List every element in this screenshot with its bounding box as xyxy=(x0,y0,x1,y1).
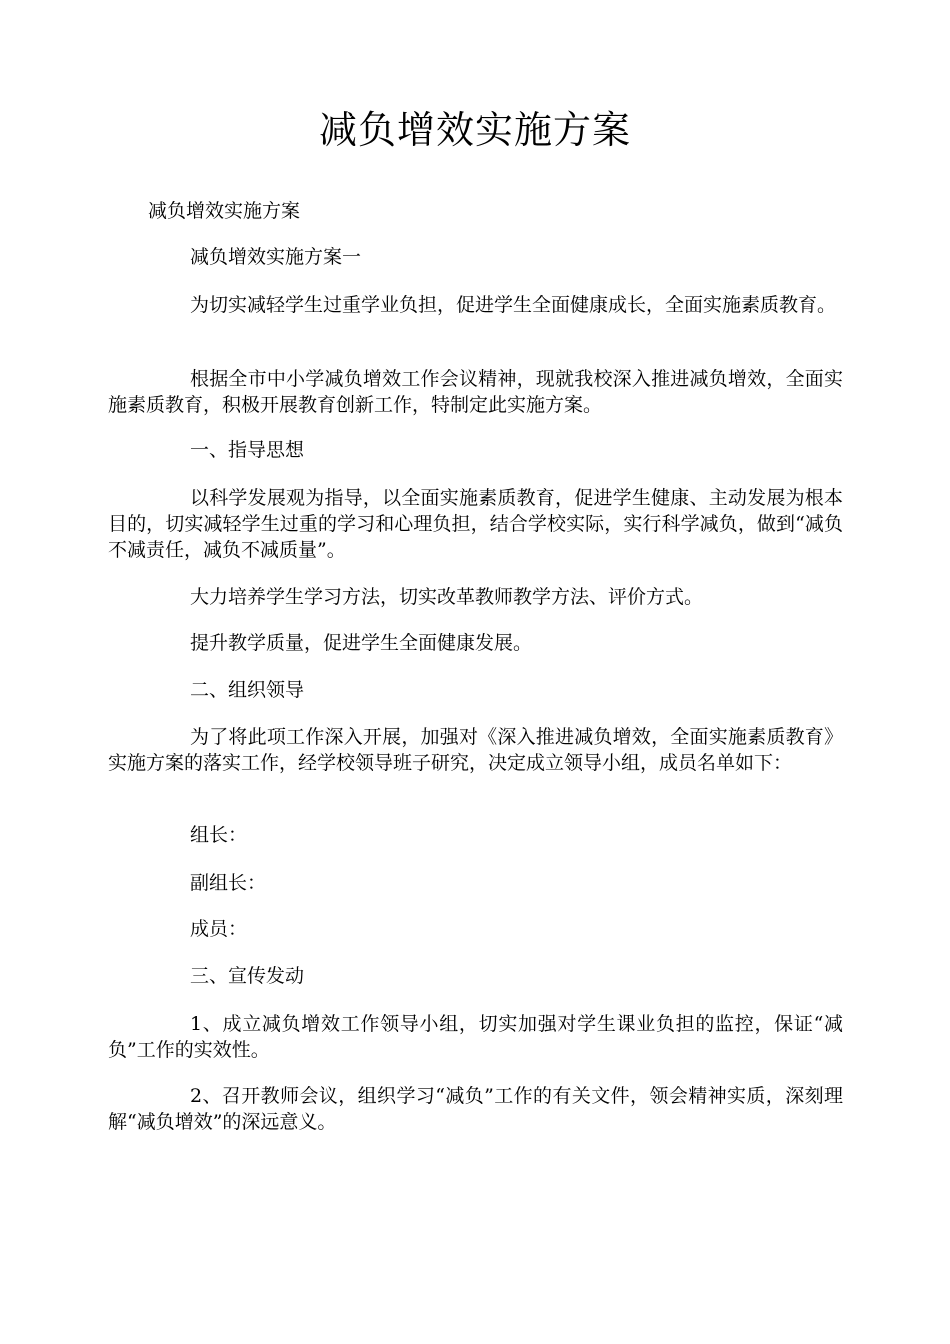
paragraph: 为切实减轻学生过重学业负担，促进学生全面健康成长，全面实施素质教育。 xyxy=(190,294,837,316)
paragraph: 大力培养学生学习方法，切实改革教师教学方法、评价方式。 xyxy=(190,586,704,608)
paragraph: 以科学发展观为指导，以全面实施素质教育，促进学生健康、主动发展为根本目的，切实减轻学生过重的学习和心理负担，结合学校实际，实行科学减负，做到“减负不减责任，减负不减质量”。 xyxy=(108,487,843,561)
paragraph: 2、召开教师会议，组织学习“减负”工作的有关文件，领会精神实质，深刻理解“减负增效”的深远意义。 xyxy=(108,1085,843,1133)
list-item: 组长： xyxy=(190,824,248,846)
document-title: 减负增效实施方案 xyxy=(318,108,631,152)
paragraph: 为了将此项工作深入开展，加强对《深入推进减负增效，全面实施素质教育》实施方案的落实工作，经学校领导班子研究，决定成立领导小组，成员名单如下： xyxy=(108,726,843,774)
section-heading: 一、指导思想 xyxy=(190,439,305,461)
list-item: 成员： xyxy=(190,918,248,940)
paragraph: 根据全市中小学减负增效工作会议精神，现就我校深入推进减负增效，全面实施素质教育，积极开展教育创新工作，特制定此实施方案。 xyxy=(108,368,843,416)
list-item: 副组长： xyxy=(190,872,267,894)
section-heading: 二、组织领导 xyxy=(190,679,305,701)
subheading: 减负增效实施方案 xyxy=(148,200,301,222)
section-heading: 减负增效实施方案一 xyxy=(190,246,362,268)
section-heading: 三、宣传发动 xyxy=(190,965,305,987)
paragraph: 提升教学质量，促进学生全面健康发展。 xyxy=(190,632,533,654)
paragraph: 1、成立减负增效工作领导小组，切实加强对学生课业负担的监控，保证“减负”工作的实效性。 xyxy=(108,1013,843,1061)
